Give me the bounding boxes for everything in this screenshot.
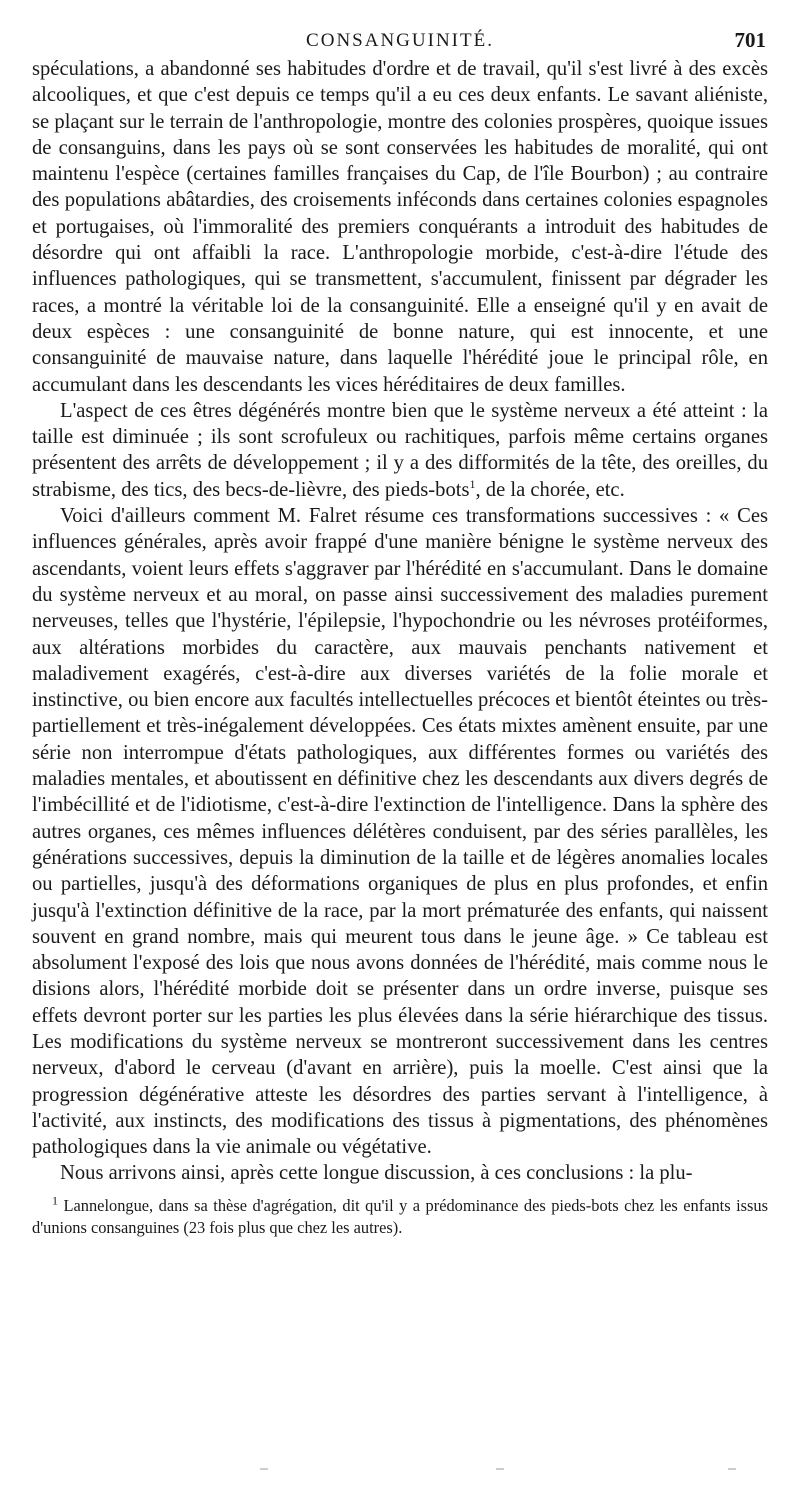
footnote-marker: 1 bbox=[52, 1193, 58, 1208]
footnote-paragraph bbox=[32, 1195, 768, 1239]
paragraph-1-text: spéculations, a abandonné ses habitudes d'ordre et de travail, qu'il s'est livré à des excès alcooliques, et que c'est depuis ce temps qu'il a eu ces deux enfants. Le savant aliéniste, se plaçant sur le terrain de l'anthropologie, montre des colonies prospères, quoique issues de consanguins, dans les pays où se sont conservées les habitudes de moralité, qui ont maintenu l'espèce (certaines familles françaises du Cap, de l'île Bourbon) ; au contraire des populations abâtardies, des croisements inféconds dans certaines colonies espagnoles et portugaises, où l'immoralité des premiers conquérants a introduit des habitudes de désordre qui ont affaibli la race. L'anthropologie morbide, c'est-à-dire l'étude des influences pathologiques, qui se transmettent, s'accumulent, finissent par dégrader les races, a montré la véritable loi de la consanguinité. Elle a enseigné qu'il y en avait de deux espèces : une consanguinité de bonne nature, qui est innocente, et une consanguinité de mauvaise nature, dans laquelle l'hérédité joue le principal rôle, en accumulant dans les descendants les vices héréditaires de deux familles. bbox=[32, 58, 768, 396]
footnote-text: Lannelongue, dans sa thèse d'agrégation, dit qu'il y a prédominance des pieds-bots chez les enfants issus d'unions consanguines (23 fois plus que chez les autres). bbox=[32, 1195, 768, 1237]
paragraph-1 bbox=[32, 56, 768, 398]
page-number: 701 bbox=[734, 28, 766, 52]
paragraph-3-text: Voici d'ailleurs comment M. Falret résume ces transformations successives : « Ces influences générales, après avoir frappé d'une manière bénigne le système nerveux des ascendants, voient leurs effets s'aggraver par l'hérédité en s'accumulant. Dans le domaine du système nerveux et au moral, on passe ainsi successivement des maladies purement nerveuses, telles que l'hystérie, l'épilepsie, l'hypochondrie ou les névroses protéiformes, aux altérations morbides du caractère, aux mauvais penchants nativement et maladivement exagérés, c'est-à-dire aux diverses variétés de la folie morale et instinctive, ou bien encore aux facultés intellectuelles précoces et bientôt éteintes ou très-partiellement et très-inégalement développées. Ces états mixtes amènent ensuite, par une série non interrompue d'états pathologiques, aux différentes formes ou variétés des maladies mentales, et aboutissent en définitive chez les descendants aux divers degrés de l'imbécillité et de l'idiotisme, c'est-à-dire l'extinction de l'intelligence. Dans la sphère des autres organes, ces mêmes influences délétères conduisent, par des séries parallèles, les générations successives, depuis la diminution de la taille et de légères anomalies locales ou partielles, jusqu'à des déformations organiques de plus en plus profondes, et enfin jusqu'à l'extinction définitive de la race, par la mort prématurée des enfants, qui naissent souvent en grand nombre, mais qui meurent tous dans le jeune âge. » Ce tableau est absolument l'exposé des lois que nous avons données de l'hérédité, mais comme nous le disions alors, l'hérédité morbide doit se présenter dans un ordre inverse, puisque ses effets devront porter sur les parties les plus élevées dans la série hiérarchique des tissus. Les modifications du système nerveux se montreront successivement dans les centres nerveux, d'abord le cerveau (d'avant en arrière), puis la moelle. C'est ainsi que la progression dégénérative atteste les désordres des parties servant à l'intelligence, à l'activité, aux instincts, des modifications des tissus à pigmentations, des phénomènes pathologiques dans la vie animale ou végétative. bbox=[32, 505, 768, 1159]
footnote bbox=[32, 1195, 768, 1239]
running-title: CONSANGUINITÉ. bbox=[306, 30, 494, 51]
page-header bbox=[32, 26, 768, 56]
paragraph-2 bbox=[32, 398, 768, 503]
paragraph-4-text: Nous arrivons ainsi, après cette longue discussion, à ces conclusions : la plu- bbox=[60, 1162, 693, 1185]
paragraph-3 bbox=[32, 503, 768, 1160]
paragraph-2-text-after: , de la chorée, etc. bbox=[475, 478, 625, 501]
paragraph-4 bbox=[32, 1160, 768, 1186]
paragraph-2-text: L'aspect de ces êtres dégénérés montre bien que le système nerveux a été atteint : la taille est diminuée ; ils sont scrofuleux ou rachitiques, parfois même certains organes présentent des arrêts de développement ; il y a des difformités de la tête, des oreilles, du strabisme, des tics, des becs-de-lièvre, des pieds-bots bbox=[32, 399, 768, 501]
footnote-reference: 1 bbox=[469, 476, 476, 491]
book-page bbox=[32, 26, 768, 1239]
body-text bbox=[32, 56, 768, 1187]
